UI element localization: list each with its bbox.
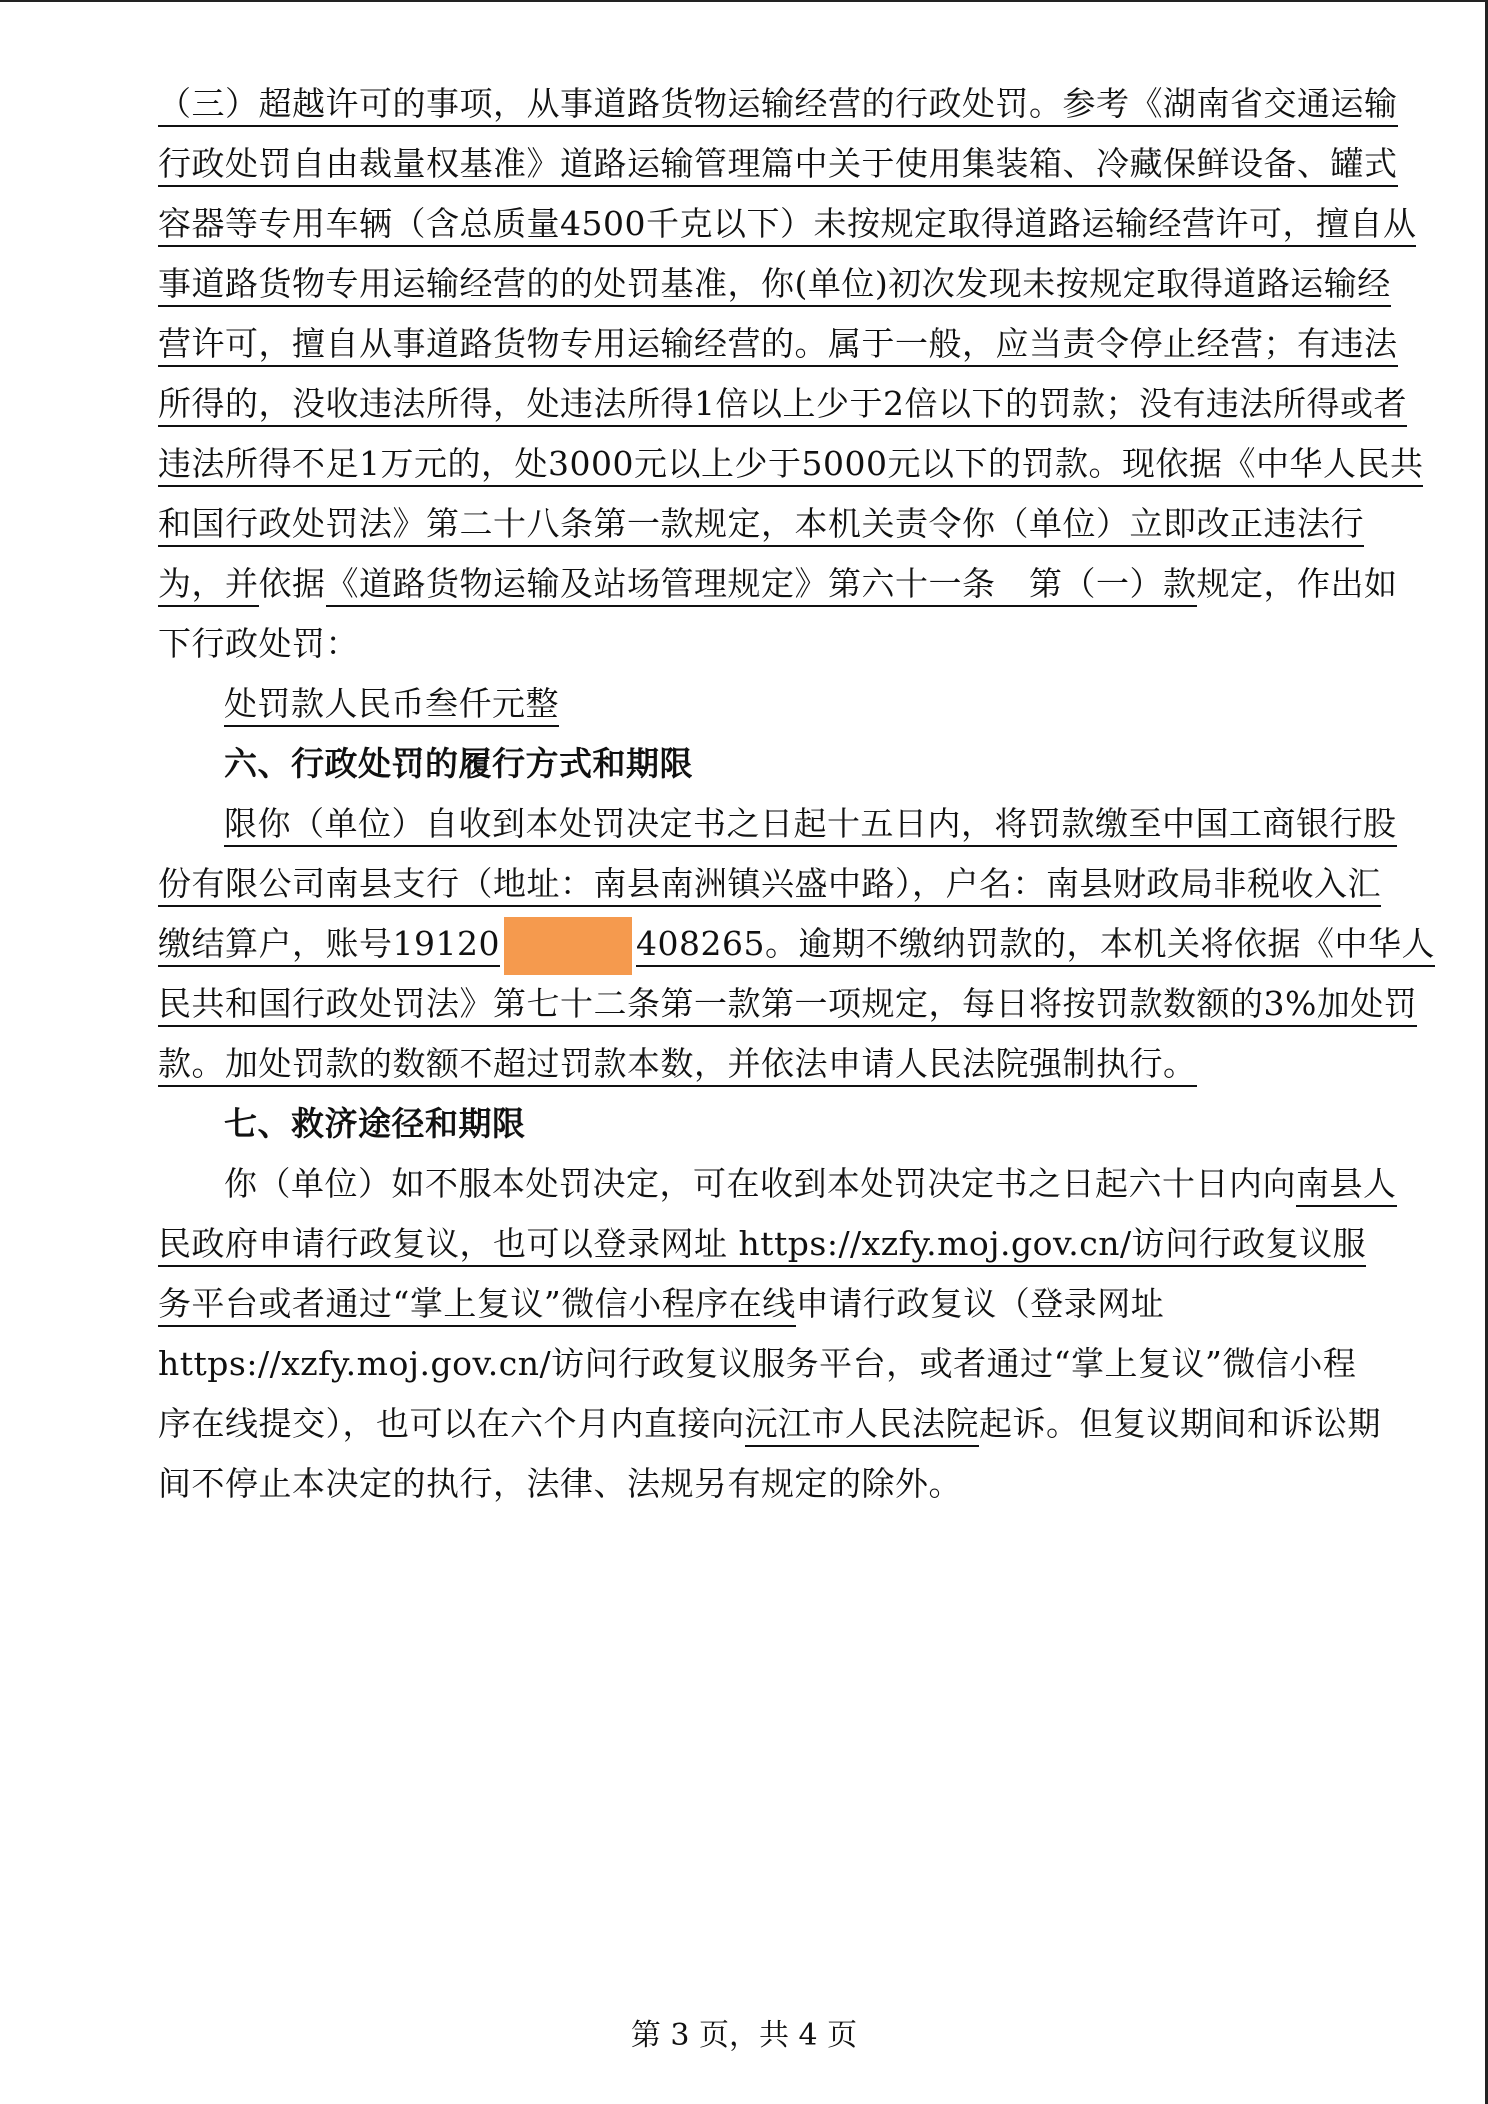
section-heading-seven: 七、救济途径和期限 (224, 1104, 526, 1143)
redaction-block (504, 917, 632, 975)
text-line-17: 款。加处罚款的数额不超过罚款本数，并依法申请人民法院强制执行。 (158, 1034, 1408, 1094)
text-line-19: 你（单位）如不服本处罚决定，可在收到本处罚决定书之日起六十日内向南县人 (158, 1154, 1408, 1214)
text-line-6: 所得的，没收违法所得，处违法所得1倍以上少于2倍以下的罚款；没有违法所得或者 (158, 374, 1408, 434)
penalty-amount: 处罚款人民币叁仟元整 (158, 674, 1408, 734)
text-line-10: 下行政处罚： (158, 624, 359, 663)
section-heading-six: 六、行政处罚的履行方式和期限 (224, 744, 693, 783)
text-line-2: 行政处罚自由裁量权基准》道路运输管理篇中关于使用集装箱、冷藏保鲜设备、罐式 (158, 134, 1408, 194)
page-number: 第 3 页，共 4 页 (630, 2018, 858, 2053)
text-line-3: 容器等专用车辆（含总质量4500千克以下）未按规定取得道路运输经营许可，擅自从 (158, 194, 1408, 254)
text-line-16: 民共和国行政处罚法》第七十二条第一款第一项规定，每日将按罚款数额的3%加处罚 (158, 974, 1408, 1034)
text-line-21: 务平台或者通过“掌上复议”微信小程序在线申请行政复议（登录网址 (158, 1274, 1408, 1334)
document-body (158, 74, 1435, 1514)
text-line-23: 序在线提交），也可以在六个月内直接向沅江市人民法院起诉。但复议期间和诉讼期 (158, 1394, 1408, 1454)
text-line-5: 营许可，擅自从事道路货物专用运输经营的。属于一般，应当责令停止经营；有违法 (158, 314, 1408, 374)
text-line-20: 民政府申请行政复议，也可以登录网址 https://xzfy.moj.gov.cn/访问行政复议服 (158, 1214, 1408, 1274)
text-line-24: 间不停止本决定的执行，法律、法规另有规定的除外。 (158, 1464, 962, 1503)
page-top-edge (0, 0, 1488, 2)
text-line-13: 限你（单位）自收到本处罚决定书之日起十五日内，将罚款缴至中国工商银行股 (158, 794, 1408, 854)
text-line-22: https://xzfy.moj.gov.cn/访问行政复议服务平台，或者通过“掌上复议”微信小程 (158, 1344, 1357, 1383)
text-line-9: 为，并依据《道路货物运输及站场管理规定》第六十一条 第（一）款规定，作出如 (158, 554, 1408, 614)
text-line-8: 和国行政处罚法》第二十八条第一款规定，本机关责令你（单位）立即改正违法行 (158, 494, 1408, 554)
text-line-7: 违法所得不足1万元的，处3000元以上少于5000元以下的罚款。现依据《中华人民共 (158, 434, 1408, 494)
text-line-14: 份有限公司南县支行（地址：南县南洲镇兴盛中路），户名：南县财政局非税收入汇 (158, 854, 1408, 914)
text-line-1: （三）超越许可的事项，从事道路货物运输经营的行政处罚。参考《湖南省交通运输 (158, 74, 1408, 134)
text-line-15: 缴结算户，账号19120 408265。逾期不缴纳罚款的，本机关将依据《中华人 (158, 914, 1408, 974)
text-line-4: 事道路货物专用运输经营的的处罚基准，你(单位)初次发现未按规定取得道路运输经 (158, 254, 1408, 314)
